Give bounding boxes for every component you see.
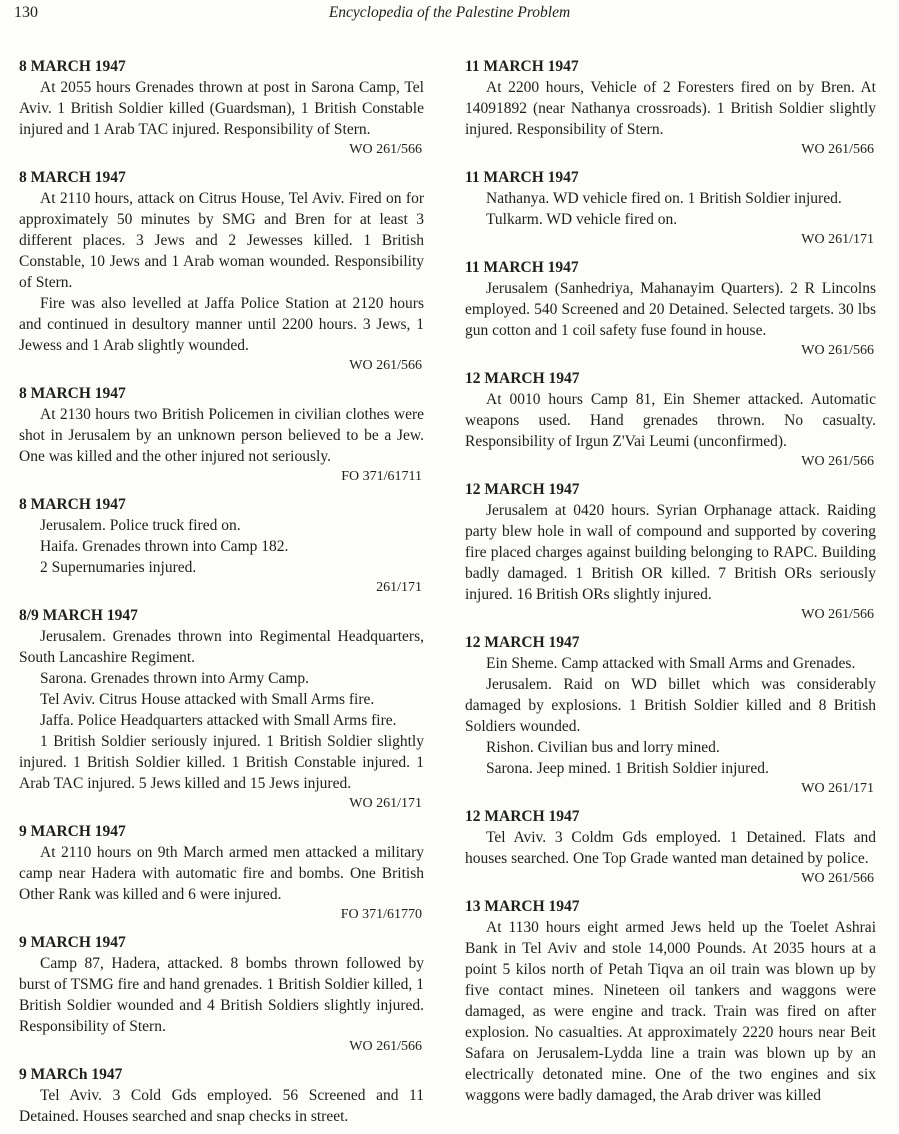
entry-date: 8 MARCH 1947 (19, 58, 126, 75)
entry-paragraph: Tel Aviv. Citrus House attacked with Small Arms fire. (40, 691, 375, 708)
entry-date: 8 MARCH 1947 (19, 496, 126, 513)
source-reference: WO 261/566 (349, 142, 422, 157)
entry-paragraph: At 0010 hours Camp 81, Ein Shemer attacked. Automatic weapons used. Hand grenades thrown. No casualty. Responsibility of Irgun Z'Vai Leumi (unconfirmed). (465, 391, 876, 450)
entry-paragraph: Nathanya. WD vehicle fired on. 1 British Soldier injured. (486, 190, 842, 207)
entry-date: 9 MARCH 1947 (19, 823, 126, 840)
entry-paragraph: 1 British Soldier seriously injured. 1 British Soldier slightly injured. 1 British Soldier killed. 1 British Constable injured. 1 Arab TAC injured. 5 Jews killed and 15 Jews injured. (19, 733, 424, 792)
entry (465, 257, 876, 361)
entry (465, 167, 876, 250)
entry-paragraph: Jerusalem. Grenades thrown into Regimental Headquarters, South Lancashire Regiment. (19, 628, 424, 666)
entry-paragraph: Ein Sheme. Camp attacked with Small Arms and Grenades. (486, 655, 856, 672)
source-reference: WO 261/566 (801, 607, 874, 622)
entry-date: 8/9 MARCH 1947 (19, 607, 138, 624)
entry-paragraph: At 2130 hours two British Policemen in civilian clothes were shot in Jerusalem by an unknown person believed to be a Jew. One was killed and the other injured not seriously. (19, 406, 424, 465)
entry-paragraph: At 2110 hours, attack on Citrus House, Tel Aviv. Fired on for approximately 50 minutes by SMG and Bren for at least 3 different places. 3 Jews and 2 Jewesses killed. 1 British Constable, 10 Jews and 1 Arab woman wounded. Responsibility of Stern. (19, 190, 424, 291)
source-reference: WO 261/566 (801, 454, 874, 469)
entry (465, 56, 876, 160)
entry-date: 12 MARCH 1947 (465, 634, 580, 651)
entry-paragraph: Tulkarm. WD vehicle fired on. (486, 211, 678, 228)
entry-date: 11 MARCH 1947 (465, 259, 579, 276)
entry-paragraph: Jaffa. Police Headquarters attacked with Small Arms fire. (40, 712, 397, 729)
entry-date: 12 MARCH 1947 (465, 370, 580, 387)
entry-paragraph: Fire was also levelled at Jaffa Police Station at 2120 hours and continued in desultory manner until 2200 hours. 3 Jews, 1 Jewess and 1 Arab slightly wounded. (19, 295, 424, 354)
page-header (0, 4, 899, 26)
entry (19, 56, 424, 160)
entry (465, 368, 876, 472)
entry-date: 9 MARCh 1947 (19, 1066, 123, 1083)
entry-paragraph: At 2055 hours Grenades thrown at post in Sarona Camp, Tel Aviv. 1 British Soldier killed (Guardsman), 1 British Constable injured and 1 Arab TAC injured. Responsibility of Stern. (19, 79, 424, 138)
entry-paragraph: Camp 87, Hadera, attacked. 8 bombs thrown followed by burst of TSMG fire and hand grenades. 1 British Soldier killed, 1 British Soldier wounded and 4 British Soldiers slightly injured. Responsibility of Stern. (19, 955, 424, 1035)
source-reference: WO 261/566 (349, 1039, 422, 1054)
entry-paragraph: Haifa. Grenades thrown into Camp 182. (40, 538, 289, 555)
source-reference: FO 371/61770 (340, 907, 422, 922)
entry-paragraph: At 2200 hours, Vehicle of 2 Foresters fired on by Bren. At 14091892 (near Nathanya crossroads). 1 British Soldier slightly injured. Responsibility of Stern. (465, 79, 876, 138)
right-column (465, 56, 876, 1113)
source-reference: WO 261/566 (349, 358, 422, 373)
source-reference: WO 261/171 (801, 781, 874, 796)
entry-date: 11 MARCH 1947 (465, 58, 579, 75)
entry (19, 1064, 424, 1127)
entry (19, 821, 424, 925)
entry-paragraph: Tel Aviv. 3 Cold Gds employed. 56 Screened and 11 Detained. Houses searched and snap checks in street. (19, 1087, 424, 1125)
entry (19, 494, 424, 598)
entry-paragraph: Jerusalem (Sanhedriya, Mahanayim Quarters). 2 R Lincolns employed. 540 Screened and 20 Detained. Selected targets. 30 lbs gun cotton and 1 coil safety fuse found in house. (465, 280, 876, 339)
entry-paragraph: Jerusalem at 0420 hours. Syrian Orphanage attack. Raiding party blew hole in wall of compound and supported by covering fire placed charges against building belonging to RAPC. Building badly damaged. 1 British OR killed. 7 British ORs seriously injured. 16 British ORs slightly injured. (465, 502, 876, 603)
source-reference: WO 261/566 (801, 871, 874, 886)
source-reference: FO 371/61711 (341, 469, 422, 484)
entry-date: 11 MARCH 1947 (465, 169, 579, 186)
source-reference: WO 261/171 (801, 232, 874, 247)
source-reference: WO 261/171 (349, 796, 422, 811)
entry-date: 13 MARCH 1947 (465, 898, 580, 915)
entry (19, 932, 424, 1057)
entry-paragraph: At 2110 hours on 9th March armed men attacked a military camp near Hadera with automatic fire and bombs. One British Other Rank was killed and 6 were injured. (19, 844, 424, 903)
entry (19, 383, 424, 487)
entry (465, 896, 876, 1106)
running-title: Encyclopedia of the Palestine Problem (328, 4, 571, 21)
page-number: 130 (14, 4, 38, 21)
entry (19, 167, 424, 376)
entry-date: 12 MARCH 1947 (465, 808, 580, 825)
entry-paragraph: Tel Aviv. 3 Coldm Gds employed. 1 Detained. Flats and houses searched. One Top Grade wanted man detained by police. (465, 829, 876, 867)
entry (465, 806, 876, 889)
entry-paragraph: At 1130 hours eight armed Jews held up the Toelet Ashrai Bank in Tel Aviv and stole 14,000 Pounds. At 2035 hours at a point 5 kilos north of Petah Tiqva an oil train was blown up by five contact mines. Nineteen oil tankers and waggons were damaged, as were engine and track. Train was fired on after explosion. No casualties. At approximately 2220 hours near Beit Safara on Jerusalem-Lydda line a train was blown up by an electrically detonated mine. One of the two engines and six waggons were badly damaged, the Arab driver was killed (465, 919, 876, 1104)
entry (465, 632, 876, 799)
entry-date: 9 MARCH 1947 (19, 934, 126, 951)
entry-date: 12 MARCH 1947 (465, 481, 580, 498)
entry (19, 605, 424, 814)
entry-paragraph: Sarona. Jeep mined. 1 British Soldier injured. (486, 760, 769, 777)
source-reference: WO 261/566 (801, 343, 874, 358)
entry-paragraph: Jerusalem. Raid on WD billet which was considerably damaged by explosions. 1 British Soldier killed and 8 British Soldiers wounded. (465, 676, 876, 735)
left-column (19, 56, 424, 1134)
source-reference: WO 261/566 (801, 142, 874, 157)
entry-date: 8 MARCH 1947 (19, 169, 126, 186)
entry-paragraph: Rishon. Civilian bus and lorry mined. (486, 739, 720, 756)
entry-paragraph: Sarona. Grenades thrown into Army Camp. (40, 670, 310, 687)
entry-date: 8 MARCH 1947 (19, 385, 126, 402)
entry-paragraph: Jerusalem. Police truck fired on. (40, 517, 241, 534)
source-reference: 261/171 (376, 580, 422, 595)
entry (465, 479, 876, 625)
entry-paragraph: 2 Supernumaries injured. (40, 559, 197, 576)
